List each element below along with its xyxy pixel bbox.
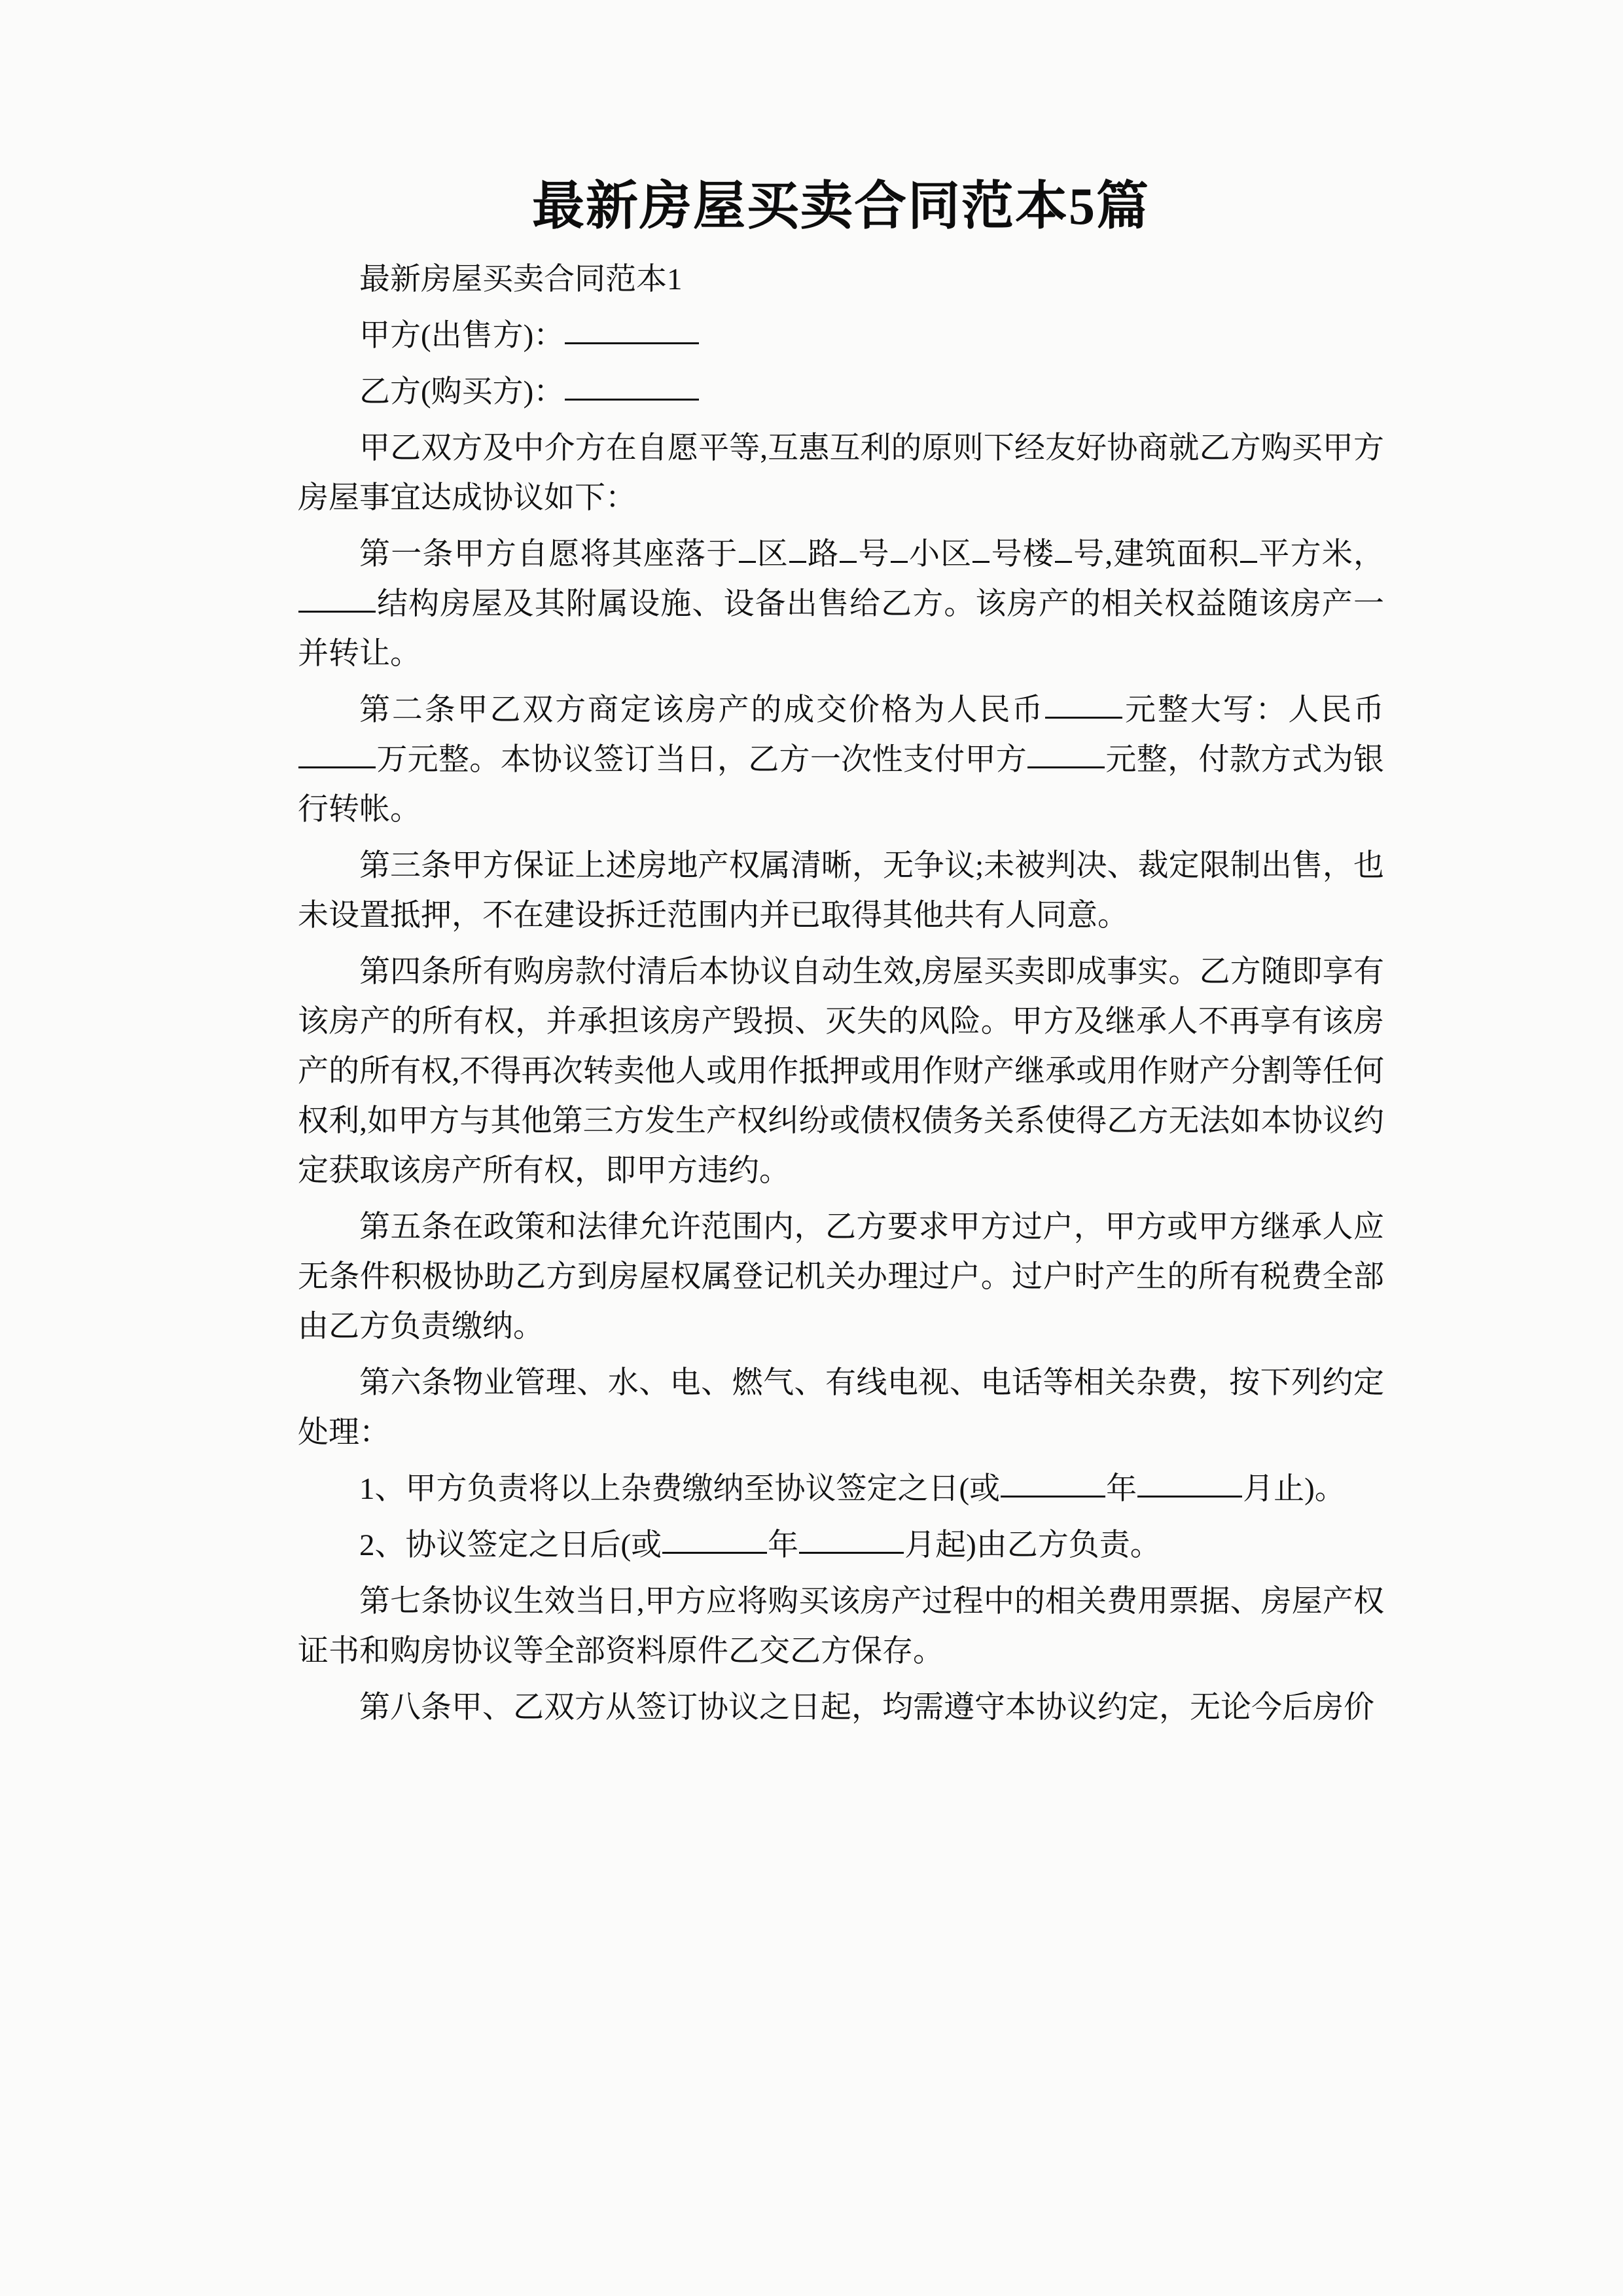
article-6-item-1-text-2: 年: [1106, 1472, 1137, 1507]
article-1-text-7: 号,建筑面积: [1073, 537, 1240, 572]
article-1-text-9: 结构房屋及其附属设施、设备出售给乙方。该房产的相关权益随该房产一并转让。: [298, 587, 1384, 672]
article-2-text-1: 第二条甲乙双方商定该房产的成交价格为人民币: [359, 693, 1045, 728]
article-6-item-1-blank-month: [1137, 1472, 1242, 1498]
article-1-blank-number: [840, 537, 857, 563]
article-6-item-1-text-3: 月止)。: [1243, 1472, 1346, 1507]
article-2-text-2: 元整大写：人民币: [1123, 693, 1385, 728]
article-1-text-4: 号: [857, 537, 890, 572]
article-1-blank-area: [1240, 537, 1257, 563]
article-2-text-4: 元整，付款方式为银行转帐。: [298, 743, 1385, 827]
article-6-item-2-blank-month: [799, 1528, 904, 1554]
paragraph-subtitle: 最新房屋买卖合同范本1: [359, 262, 683, 297]
party-a-label: 甲方(出售方)：: [359, 319, 565, 353]
article-1-blank-building: [972, 537, 990, 563]
article-2-blank-payment: [1027, 743, 1105, 768]
article-1-blank-road: [789, 537, 806, 563]
article-6-item-1-blank-year: [1001, 1472, 1105, 1498]
article-6-item-2-blank-year: [662, 1528, 767, 1554]
article-1-text-3: 路: [806, 537, 840, 572]
paragraph-article-2: [298, 685, 1384, 834]
paragraph-article-6: 第六条物业管理、水、电、燃气、有线电视、电话等相关杂费，按下列约定处理：: [298, 1366, 1384, 1450]
paragraph-party-a: [298, 311, 1384, 361]
article-1-text-1: 第一条甲方自愿将其座落于: [359, 537, 738, 572]
article-1-text-2: 区: [756, 537, 789, 572]
paragraph-article-5: 第五条在政策和法律允许范围内，乙方要求甲方过户，甲方或甲方继承人应无条件积极协助乙方到房屋权属登记机关办理过户。过户时产生的所有税费全部由乙方负责缴纳。: [298, 1210, 1384, 1344]
article-6-item-1-text-1: 1、甲方负责将以上杂费缴纳至协议签定之日(或: [359, 1472, 1001, 1507]
article-2-blank-price-words: [298, 743, 376, 768]
article-6-item-2-text-2: 年: [768, 1528, 799, 1563]
article-6-item-2-text-1: 2、协议签定之日后(或: [359, 1528, 662, 1563]
paragraph-article-3: 第三条甲方保证上述房地产权属清晰，无争议;未被判决、裁定限制出售，也未设置抵押，不在建设拆迁范围内并已取得其他共有人同意。: [298, 849, 1384, 933]
paragraph-article-4: 第四条所有购房款付清后本协议自动生效,房屋买卖即成事实。乙方随即享有该房产的所有权，并承担该房产毁损、灭失的风险。甲方及继承人不再享有该房产的所有权,不得再次转卖他人或用作抵押或用作财产继承或用作财产分割等任何权利,如甲方与其他第三方发生产权纠纷或债权债务关系使得乙方无法如本协议约定获取该房产所有权，即甲方违约。: [298, 955, 1384, 1189]
article-2-text-3: 万元整。本协议签订当日，乙方一次性支付甲方: [376, 743, 1027, 778]
document-content: [298, 173, 1384, 1739]
party-b-label: 乙方(购买方)：: [359, 375, 565, 410]
party-a-blank: [565, 319, 699, 344]
paragraph-article-7: 第七条协议生效当日,甲方应将购买该房产过程中的相关费用票据、房屋产权证书和购房协议等全部资料原件乙交乙方保存。: [298, 1585, 1384, 1669]
paragraph-article-1: [298, 529, 1384, 679]
article-2-blank-price: [1045, 693, 1122, 719]
article-1-blank-district: [739, 537, 756, 563]
article-1-text-6: 号楼: [990, 537, 1055, 572]
paragraph-article-8: 第八条甲、乙双方从签订协议之日起，均需遵守本协议约定，无论今后房价: [359, 1691, 1374, 1725]
paragraph-article-6-item-1: [298, 1464, 1384, 1514]
article-1-text-8: 平方米，: [1258, 537, 1385, 572]
document-title: 最新房屋买卖合同范本5篇: [532, 178, 1150, 236]
article-1-blank-structure: [298, 587, 376, 613]
paragraph-preamble: 甲乙双方及中介方在自愿平等,互惠互利的原则下经友好协商就乙方购买甲方房屋事宜达成协议如下：: [298, 431, 1384, 516]
article-1-blank-community: [891, 537, 908, 563]
paragraph-party-b: [298, 367, 1384, 417]
paragraph-article-6-item-2: [298, 1520, 1384, 1570]
article-1-text-5: 小区: [908, 537, 972, 572]
article-1-blank-unit: [1055, 537, 1072, 563]
party-b-blank: [565, 375, 699, 401]
article-6-item-2-text-3: 月起)由乙方负责。: [904, 1528, 1161, 1563]
